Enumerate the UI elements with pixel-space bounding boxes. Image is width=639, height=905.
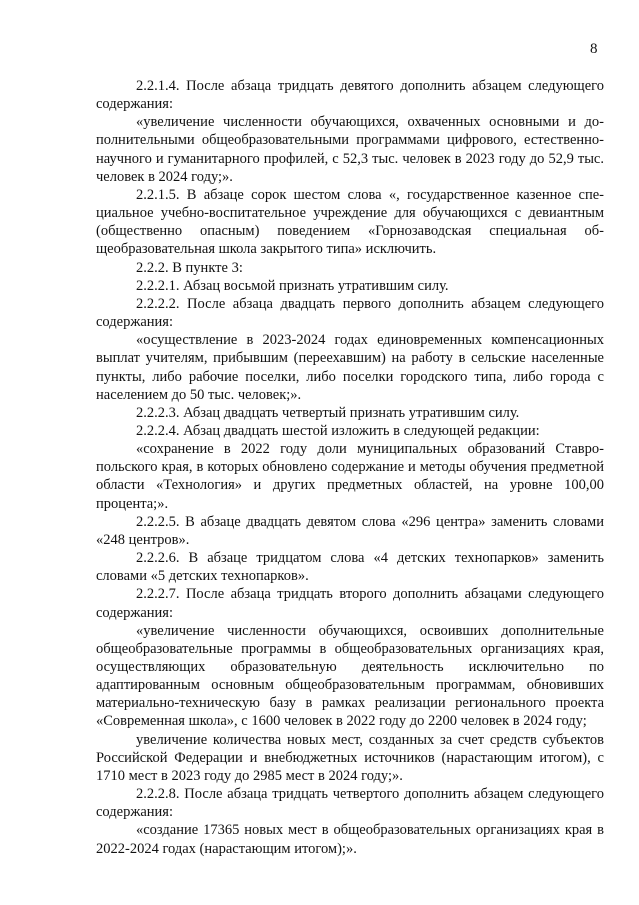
document-body [96,77,604,858]
paragraph-2-2-1-5: 2.2.1.5. В абзаце сорок шестом слова «, государственное казенное специальное учебно-воспитательное учреждение для обучающихся с девиантным (общественно опасным) поведением «Горнозаводская специальная общеобразовательная школа закрытого типа» исключить. [96,186,604,258]
paragraph-quote-teacher-payments: «осуществление в 2023-2024 годах единовременных компенсационных выплат учителям, прибывшим (переехавшим) на работу в сельские населенные пункты, либо рабочие поселки, либо поселки городского типа, либо города с населением до 50 тыс. человек;». [96,332,604,403]
paragraph-quote-technology-share: «сохранение в 2022 году доли муниципальных образований Ставропольского края, в которых обновлено содержание и методы обучения предметной области «Технология» и других предметных областей, на уровне 100,00 процента;». [96,441,604,512]
paragraph-2-2-2-5: 2.2.2.5. В абзаце двадцать девятом слова «296 центра» заменить словами «248 центров». [96,513,604,548]
paragraph-quote-new-places: увеличение количества новых мест, созданных за счет средств субъектов Российской Федерации и внебюджетных источников (нарастающим итогом), с 1710 мест в 2023 году до 2985 мест в 2024 году;». [96,731,604,784]
paragraph-2-2-2: 2.2.2. В пункте 3: [136,259,243,276]
paragraph-2-2-2-7: 2.2.2.7. После абзаца тридцать второго дополнить абзацами следующего содержания: [96,586,604,621]
paragraph-2-2-2-2: 2.2.2.2. После абзаца двадцать первого дополнить абзацем следующего содержания: [96,295,604,331]
page-number: 8 [590,41,598,57]
paragraph-quote-adapted-programs: «увеличение численности обучающихся, освоивших дополнительные общеобразовательные программы в общеобразовательных организациях края, осуществляющих образовательную деятельность исключительно по адаптированным основным общеобразовательным программам, обновивших материально-техническую базу в рамках реализации регионального проекта «Современная школа», с 1600 человек в 2022 году до 2200 человек в 2024 году; [96,622,604,730]
paragraph-2-2-1-4: 2.2.1.4. После абзаца тридцать девятого дополнить абзацем следующего содержания: [96,78,604,113]
paragraph-2-2-2-6: 2.2.2.6. В абзаце тридцатом слова «4 детских технопарков» заменить словами «5 детских технопарков». [96,550,604,585]
paragraph-quote-17365-places: «создание 17365 новых мест в общеобразовательных организациях края в 2022-2024 годах (нарастающим итогом);». [96,822,604,857]
paragraph-quote-digital-profiles: «увеличение численности обучающихся, охваченных основными и дополнительными общеобразовательными программами цифрового, естественно-научного и гуманитарного профилей, с 52,3 тыс. человек в 2023 году до 52,9 тыс. человек в 2024 году;». [96,114,604,185]
paragraph-2-2-2-8: 2.2.2.8. После абзаца тридцать четвертого дополнить абзацем следующего содержания: [96,786,604,821]
paragraph-2-2-2-3: 2.2.2.3. Абзац двадцать четвертый признать утратившим силу. [136,404,520,421]
paragraph-2-2-2-1: 2.2.2.1. Абзац восьмой признать утратившим силу. [136,277,449,294]
paragraph-2-2-2-4: 2.2.2.4. Абзац двадцать шестой изложить в следующей редакции: [136,422,540,439]
